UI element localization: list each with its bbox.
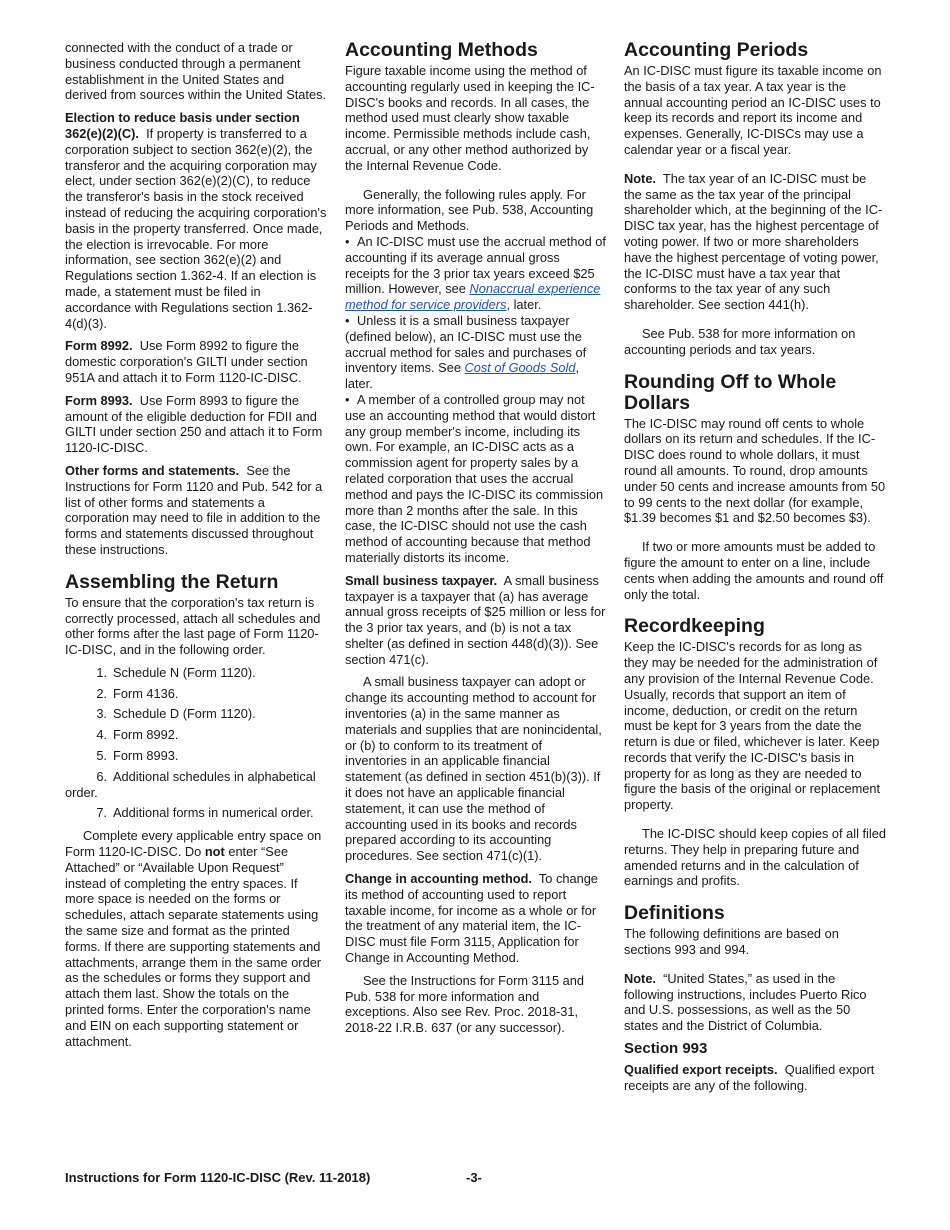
link-nonaccrual-experience-method[interactable]: Nonaccrual experience method for service providers <box>345 281 601 313</box>
bullet-accrual: • An IC-DISC must use the accrual method of accounting if its average annual gross receipts for the 3 prior tax years exceed $25 million. However, see Nonaccrual experience method for service providers, later. <box>345 233 606 313</box>
heading-recordkeeping: Recordkeeping <box>624 615 765 638</box>
bullet-inventory: • Unless it is a small business taxpayer (defined below), an IC-DISC must use the accrual method for sales and purchases of inventory items. See Cost of Goods Sold, later. <box>345 312 587 392</box>
heading-accounting-periods: Accounting Periods <box>624 39 809 61</box>
list-item: 3. Schedule D (Form 1120). <box>96 706 256 722</box>
paragraph-continued: connected with the conduct of a trade or business conducted through a permanent establishment in the United States and derived from sources within the United States. <box>65 40 327 103</box>
list-item: 6. Additional schedules in alphabetical order. <box>65 768 316 800</box>
attachment-order-list <box>65 665 327 821</box>
paragraph-small-business: Small business taxpayer. A small business taxpayer is a taxpayer that (a) has average annual gross receipts of $25 million or less for the 3 prior tax years, and (b) is not a tax shelter (as defined in section 448(d)(3)). See section 471(c). <box>345 572 606 667</box>
paragraph-periods-intro: An IC-DISC must figure its taxable income on the basis of a tax year. A tax year is the annual accounting period an IC-DISC uses to keep its records and report its income and expenses. Generally, IC-DISCs may use a calendar year or a fiscal year. <box>624 63 882 157</box>
paragraph-definitions-intro: The following definitions are based on sections 993 and 994. <box>624 926 839 958</box>
run-in-heading-election: Election to reduce basis under section 362(e)(2)(C). <box>65 110 300 141</box>
paragraph-note-tax-year: Note. The tax year of an IC-DISC must be the same as the tax year of the principal shareholder which, at the beginning of the IC-DISC tax year, has the highest percentage of voting power. If two or more shareholders have the highest percentage of voting power, the IC-DISC must have a tax year that conforms to the tax year of any such shareholder. See section 441(h). <box>624 170 883 313</box>
run-in-heading-change-method: Change in accounting method. <box>345 871 532 887</box>
run-in-heading-other-forms: Other forms and statements. <box>65 462 240 478</box>
run-in-heading-form-8993: Form 8993. <box>65 392 133 408</box>
paragraph-rounding-1: The IC-DISC may round off cents to whole dollars on its return and schedules. If the IC-DISC does round to whole dollars, it must round all amounts. To round, drop amounts under 50 cents and increase amounts from 50 to 99 cents to the next dollar (for example, $1.39 becomes $1 and $2.50 becomes $3). <box>624 415 886 526</box>
list-item: 1. Schedule N (Form 1120). <box>96 664 256 680</box>
list-item: 2. Form 4136. <box>96 685 179 701</box>
paragraph-other-forms: Other forms and statements. See the Instructions for Form 1120 and Pub. 542 for a list of other forms and statements a corporation may need to file in addition to the forms and statements discussed throughout these instructions. <box>65 462 323 557</box>
paragraph-complete-entries: Complete every applicable entry space on Form 1120-IC-DISC. Do not enter “See Attached” or “Available Upon Request” instead of completing the entry spaces. If more space is needed on the forms or schedules, attach separate statements using the same size and format as the printed forms. If there are supporting statements and attachments, arrange them in the same order as the schedules or forms they support and attach them last. Show the totals on the printed forms. Enter the corporation's name and EIN on each supporting statement or attachment. <box>65 828 322 1049</box>
paragraph-records-2: The IC-DISC should keep copies of all filed returns. They help in preparing future and amended returns and in the calculation of earnings and profits. <box>624 826 886 889</box>
paragraph-change-method: Change in accounting method. To change its method of accounting used to report taxable income, for income as a whole or for the treatment of any material item, the IC-DISC must file Form 3115, Application for Change in Accounting Method. <box>345 871 598 966</box>
paragraph-methods-intro: Figure taxable income using the method of accounting regularly used in keeping the IC-DISC's books and records. In all cases, the method used must clearly show taxable income. Permissible methods include cash, accrual, or any other method authorized by the Internal Revenue Code. <box>345 63 595 173</box>
column-1 <box>65 40 327 1056</box>
paragraph-form-8992: Form 8992. Use Form 8992 to figure the domestic corporation's GILTI under section 951A and attach it to Form 1120-IC-DISC. <box>65 338 308 385</box>
paragraph-periods-see-pub: See Pub. 538 for more information on accounting periods and tax years. <box>624 325 856 357</box>
paragraph-small-business-2: A small business taxpayer can adopt or change its accounting method to account for inventories (a) in the same manner as materials and supplies that are nonincidental, or (b) to conform to its treatment of inventories in an applicable financial statement (as defined in section 451(b)(3)). If it does not have an applicable financial statement, it can use the method of accounting used in its books and records prepared according to its accounting procedures. See section 471(c)(1). <box>345 674 602 864</box>
run-in-heading-small-business: Small business taxpayer. <box>345 572 498 588</box>
paragraph-form-8993: Form 8993. Use Form 8993 to figure the amount of the eligible deduction for FDII and GILTI under section 250 and attach it to Form 1120-IC-DISC. <box>65 392 323 456</box>
column-3 <box>624 40 886 1100</box>
page-number: -3- <box>466 1170 482 1185</box>
heading-section-993: Section 993 <box>624 1040 708 1058</box>
list-item: 5. Form 8993. <box>96 748 179 764</box>
paragraph-qualified-export-receipts: Qualified export receipts. Qualified export receipts are any of the following. <box>624 1061 875 1093</box>
list-item: 7. Additional forms in numerical order. <box>96 805 314 821</box>
paragraph-generally: Generally, the following rules apply. For more information, see Pub. 538, Accounting Periods and Methods. <box>345 186 594 234</box>
paragraph-records-1: Keep the IC-DISC's records for as long as they may be needed for the administration of any provision of the Internal Revenue Code. Usually, records that support an item of income, deduction, or credit on the return must be kept for 3 years from the date the return is due or filed, whichever is later. Keep records that verify the IC-DISC's basis in property for as long as they are needed to figure the basis of the original or replacement property. <box>624 639 881 813</box>
run-in-heading-note: Note. <box>624 170 656 186</box>
bullet-controlled-group: • A member of a controlled group may not use an accounting method that would distort any group member's income, including its own. For example, an IC-DISC acts as a commission agent for property sales by a related corporation that uses the accrual method and pays the IC-DISC its commission more than 2 months after the sale. In this case, the IC-DISC should not use the cash method of accounting because that method materially distorts its income. <box>345 391 604 565</box>
heading-accounting-methods: Accounting Methods <box>345 39 538 61</box>
footer-title: Instructions for Form 1120-IC-DISC (Rev. 11-2018) <box>65 1170 371 1185</box>
run-in-heading-note-us: Note. <box>624 970 656 986</box>
column-2 <box>345 40 607 1043</box>
heading-rounding-off: Rounding Off to Whole Dollars <box>624 370 837 414</box>
link-cost-of-goods-sold[interactable]: Cost of Goods Sold <box>464 360 576 376</box>
paragraph-election: Election to reduce basis under section 362(e)(2)(C). If property is transferred to a corporation subject to section 362(e)(2), the transferor and the acquiring corporation may elect, under section 362(e)(2)(C), to reduce the transferor's basis in the stock received instead of reducing the acquiring corporation's basis in the property transferred. Once made, the election is irrevocable. For more information, see section 362(e)(2) and Regulations section 1.362-4. If an election is made, a statement must be filed in accordance with Regulations section 1.362-4(d)(3). <box>65 110 327 331</box>
paragraph-assembling-intro: To ensure that the corporation's tax return is correctly processed, attach all schedules and other forms after the last page of Form 1120-IC-DISC, and in the following order. <box>65 594 321 658</box>
heading-definitions: Definitions <box>624 902 725 925</box>
list-item: 4. Form 8992. <box>96 727 179 743</box>
paragraph-change-method-2: See the Instructions for Form 3115 and Pub. 538 for more information and exceptions. Also see Rev. Proc. 2018-31, 2018-22 I.R.B. 637 (or any successor). <box>345 972 584 1036</box>
run-in-heading-form-8992: Form 8992. <box>65 338 133 354</box>
run-in-heading-qer: Qualified export receipts. <box>624 1061 778 1077</box>
heading-assembling-the-return: Assembling the Return <box>65 570 279 593</box>
paragraph-rounding-2: If two or more amounts must be added to figure the amount to enter on a line, include cents when adding the amounts and round off only the total. <box>624 539 884 602</box>
paragraph-note-united-states: Note. “United States,” as used in the following instructions, includes Puerto Rico and U.S. possessions, as well as the 50 states and the District of Columbia. <box>624 970 867 1034</box>
